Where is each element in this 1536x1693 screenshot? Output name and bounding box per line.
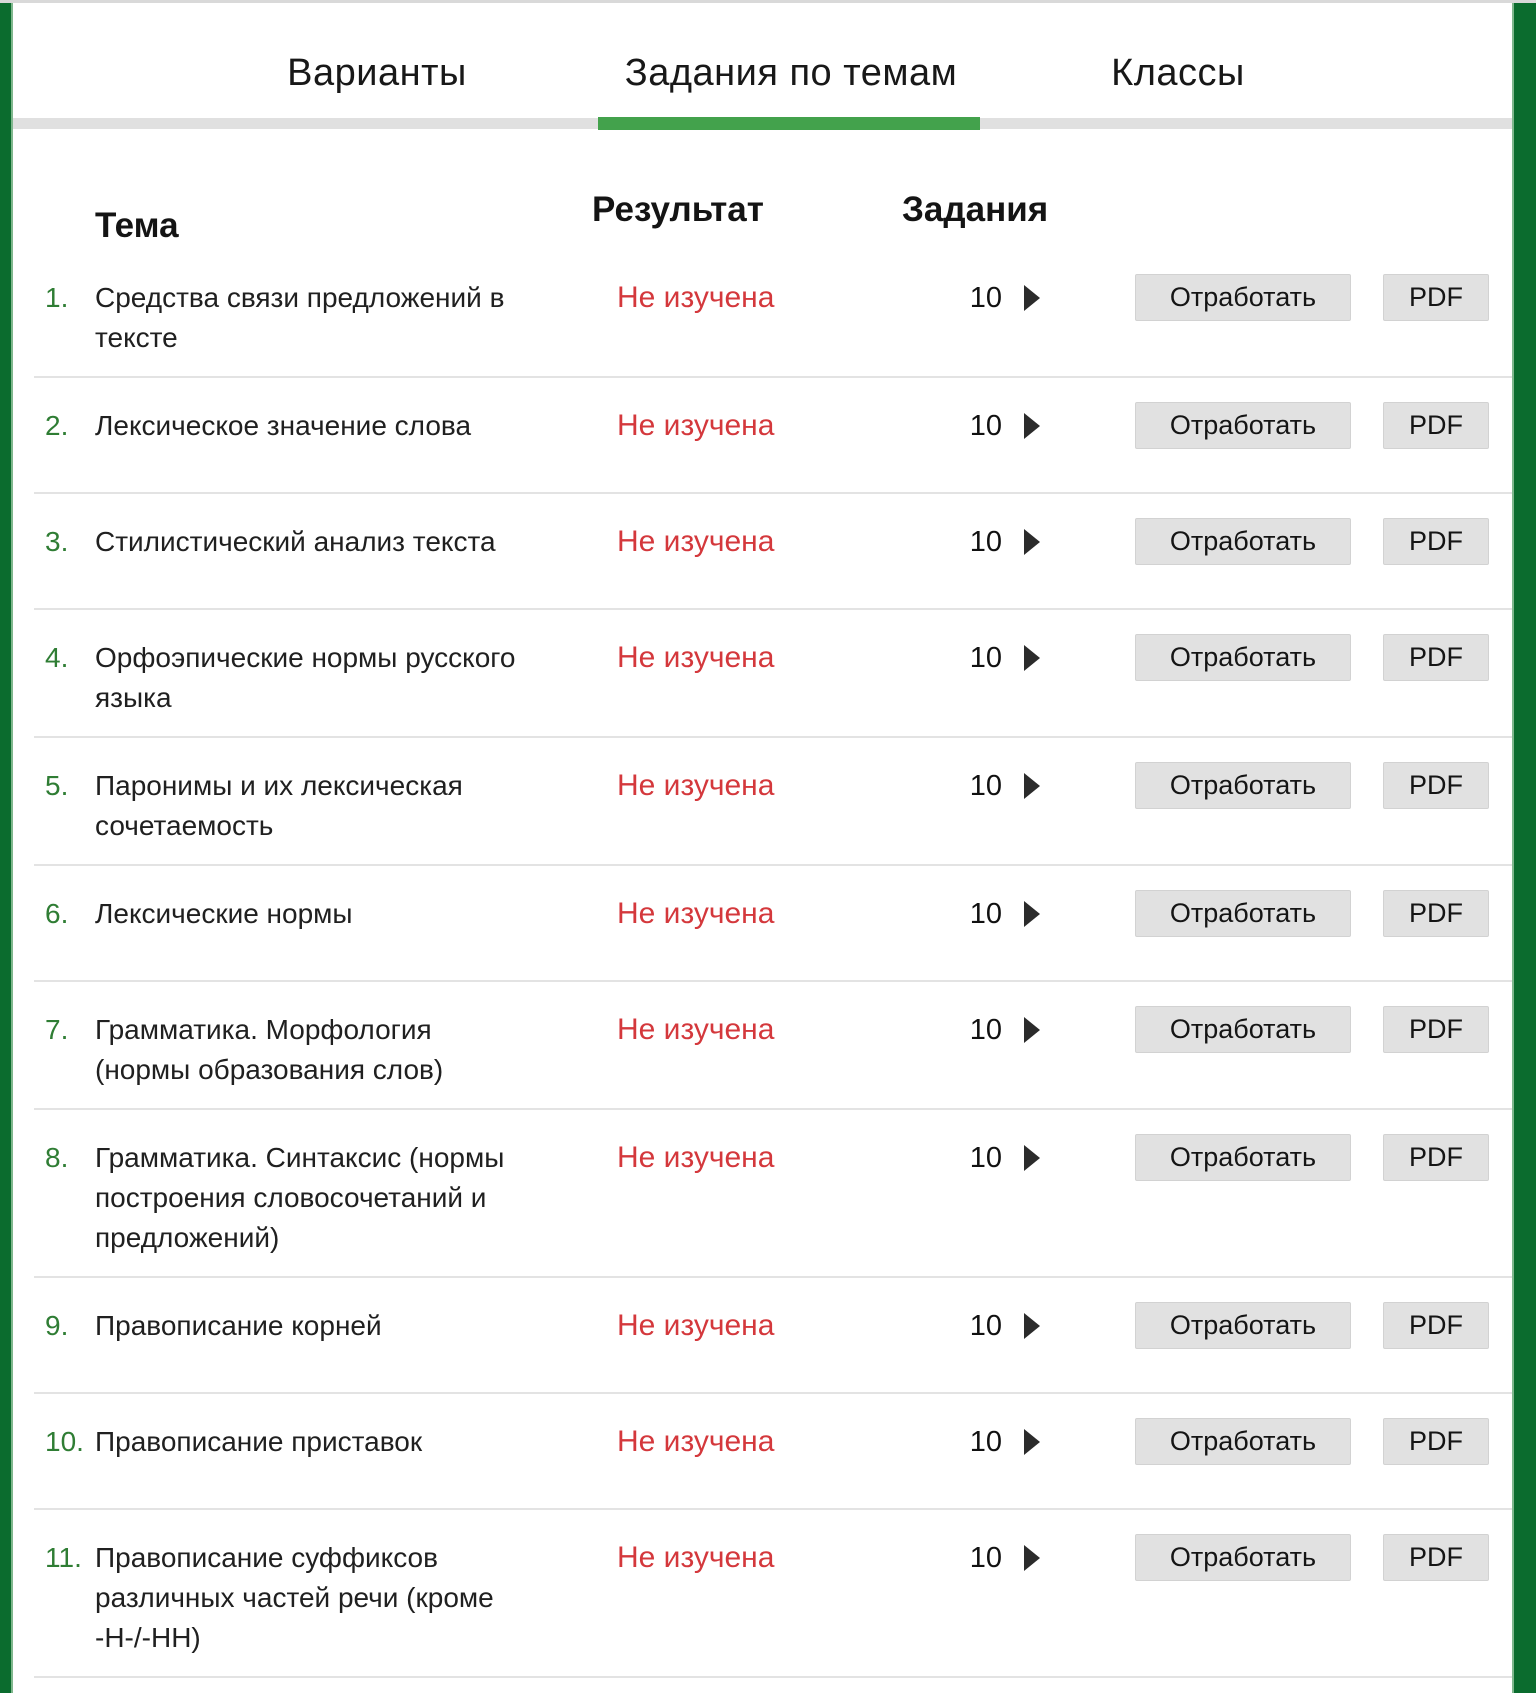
topic-label: Лексическое значение слова	[95, 410, 472, 441]
row-number: 2.	[45, 410, 69, 441]
row-actions	[1135, 1302, 1489, 1349]
tab-classes[interactable]: Классы	[1111, 52, 1245, 94]
topic-label: Лексические нормы	[95, 898, 353, 929]
tasks-count: 10	[969, 641, 1002, 674]
practice-button[interactable]: Отработать	[1135, 890, 1351, 937]
expand-arrow-icon[interactable]	[1024, 1429, 1040, 1455]
tasks-count: 10	[969, 1541, 1002, 1574]
pdf-button[interactable]: PDF	[1383, 1302, 1489, 1349]
tasks-cell	[807, 522, 1040, 562]
result-status: Не изучена	[617, 281, 775, 314]
result-status: Не изучена	[617, 641, 775, 674]
tasks-count: 10	[969, 769, 1002, 802]
tasks-cell	[807, 1010, 1040, 1050]
result-status: Не изучена	[617, 1425, 775, 1458]
table-row	[34, 1278, 1514, 1394]
column-header-tasks: Задания	[902, 190, 1049, 229]
topic-label: Грамматика. Морфология (нормы образования слов)	[95, 1014, 444, 1085]
topic-label: Правописание приставок	[95, 1426, 423, 1457]
table-row	[34, 1110, 1514, 1278]
row-number: 9.	[45, 1310, 69, 1341]
row-actions	[1135, 1134, 1489, 1181]
expand-arrow-icon[interactable]	[1024, 1313, 1040, 1339]
pdf-button[interactable]: PDF	[1383, 274, 1489, 321]
row-actions	[1135, 762, 1489, 809]
row-number: 8.	[45, 1142, 69, 1173]
tasks-count: 10	[969, 409, 1002, 442]
row-number: 4.	[45, 642, 69, 673]
result-status: Не изучена	[617, 409, 775, 442]
result-status: Не изучена	[617, 1541, 775, 1574]
tasks-count: 10	[969, 281, 1002, 314]
table-row	[34, 738, 1514, 866]
tasks-count: 10	[969, 525, 1002, 558]
row-actions	[1135, 1534, 1489, 1581]
practice-button[interactable]: Отработать	[1135, 1006, 1351, 1053]
table-row	[34, 494, 1514, 610]
tasks-cell	[807, 894, 1040, 934]
expand-arrow-icon[interactable]	[1024, 1145, 1040, 1171]
practice-button[interactable]: Отработать	[1135, 1134, 1351, 1181]
table-row	[34, 610, 1514, 738]
result-status: Не изучена	[617, 897, 775, 930]
page-right-border	[1512, 3, 1536, 1693]
row-number: 1.	[45, 282, 69, 313]
row-number: 3.	[45, 526, 69, 557]
row-actions	[1135, 1418, 1489, 1465]
topics-table	[0, 250, 1536, 1678]
row-number: 11.	[45, 1542, 82, 1573]
table-row	[34, 1510, 1514, 1678]
practice-button[interactable]: Отработать	[1135, 1302, 1351, 1349]
tasks-cell	[807, 278, 1040, 318]
result-status: Не изучена	[617, 769, 775, 802]
tasks-cell	[807, 1422, 1040, 1462]
practice-button[interactable]: Отработать	[1135, 402, 1351, 449]
practice-button[interactable]: Отработать	[1135, 518, 1351, 565]
table-row	[34, 378, 1514, 494]
topic-label: Паронимы и их лексическая сочетаемость	[95, 770, 463, 841]
tab-variants[interactable]: Варианты	[287, 52, 467, 94]
result-status: Не изучена	[617, 1141, 775, 1174]
row-actions	[1135, 518, 1489, 565]
topic-label: Грамматика. Синтаксис (нормы построения словосочетаний и предложений)	[95, 1142, 505, 1253]
pdf-button[interactable]: PDF	[1383, 1006, 1489, 1053]
row-actions	[1135, 1006, 1489, 1053]
practice-button[interactable]: Отработать	[1135, 634, 1351, 681]
row-number: 6.	[45, 898, 69, 929]
tab-underline-track	[13, 118, 1514, 129]
pdf-button[interactable]: PDF	[1383, 402, 1489, 449]
expand-arrow-icon[interactable]	[1024, 1017, 1040, 1043]
row-actions	[1135, 402, 1489, 449]
tasks-cell	[807, 406, 1040, 446]
row-actions	[1135, 274, 1489, 321]
tasks-count: 10	[969, 1425, 1002, 1458]
row-number: 5.	[45, 770, 69, 801]
topic-label: Правописание корней	[95, 1310, 382, 1341]
topic-label: Правописание суффиксов различных частей речи (кроме -Н-/-НН)	[95, 1542, 494, 1653]
table-row	[34, 866, 1514, 982]
expand-arrow-icon[interactable]	[1024, 285, 1040, 311]
pdf-button[interactable]: PDF	[1383, 634, 1489, 681]
tasks-cell	[807, 766, 1040, 806]
pdf-button[interactable]: PDF	[1383, 1134, 1489, 1181]
row-number: 10.	[45, 1426, 84, 1457]
column-header-result: Результат	[592, 190, 764, 229]
topic-label: Средства связи предложений в тексте	[95, 282, 505, 353]
top-border-line	[0, 0, 1536, 3]
row-actions	[1135, 634, 1489, 681]
topic-label: Стилистический анализ текста	[95, 526, 496, 557]
expand-arrow-icon[interactable]	[1024, 901, 1040, 927]
column-header-topic: Тема	[95, 206, 179, 245]
result-status: Не изучена	[617, 1013, 775, 1046]
pdf-button[interactable]: PDF	[1383, 1534, 1489, 1581]
practice-button[interactable]: Отработать	[1135, 274, 1351, 321]
table-row	[34, 250, 1514, 378]
result-status: Не изучена	[617, 1309, 775, 1342]
active-tab-underline	[598, 117, 980, 130]
expand-arrow-icon[interactable]	[1024, 773, 1040, 799]
result-status: Не изучена	[617, 525, 775, 558]
table-row	[34, 1394, 1514, 1510]
tasks-count: 10	[969, 1013, 1002, 1046]
tab-tasks-by-topic[interactable]: Задания по темам	[624, 52, 958, 94]
practice-button[interactable]: Отработать	[1135, 1534, 1351, 1581]
row-actions	[1135, 890, 1489, 937]
tasks-count: 10	[969, 1141, 1002, 1174]
tasks-cell	[807, 1138, 1040, 1178]
table-row	[34, 982, 1514, 1110]
pdf-button[interactable]: PDF	[1383, 1418, 1489, 1465]
pdf-button[interactable]: PDF	[1383, 762, 1489, 809]
expand-arrow-icon[interactable]	[1024, 645, 1040, 671]
tasks-cell	[807, 1306, 1040, 1346]
pdf-button[interactable]: PDF	[1383, 890, 1489, 937]
expand-arrow-icon[interactable]	[1024, 1545, 1040, 1571]
tasks-cell	[807, 638, 1040, 678]
practice-button[interactable]: Отработать	[1135, 762, 1351, 809]
expand-arrow-icon[interactable]	[1024, 413, 1040, 439]
page-left-border	[0, 3, 13, 1693]
tasks-count: 10	[969, 1309, 1002, 1342]
pdf-button[interactable]: PDF	[1383, 518, 1489, 565]
tasks-cell	[807, 1538, 1040, 1578]
practice-button[interactable]: Отработать	[1135, 1418, 1351, 1465]
expand-arrow-icon[interactable]	[1024, 529, 1040, 555]
tasks-count: 10	[969, 897, 1002, 930]
topic-label: Орфоэпические нормы русского языка	[95, 642, 516, 713]
row-number: 7.	[45, 1014, 69, 1045]
